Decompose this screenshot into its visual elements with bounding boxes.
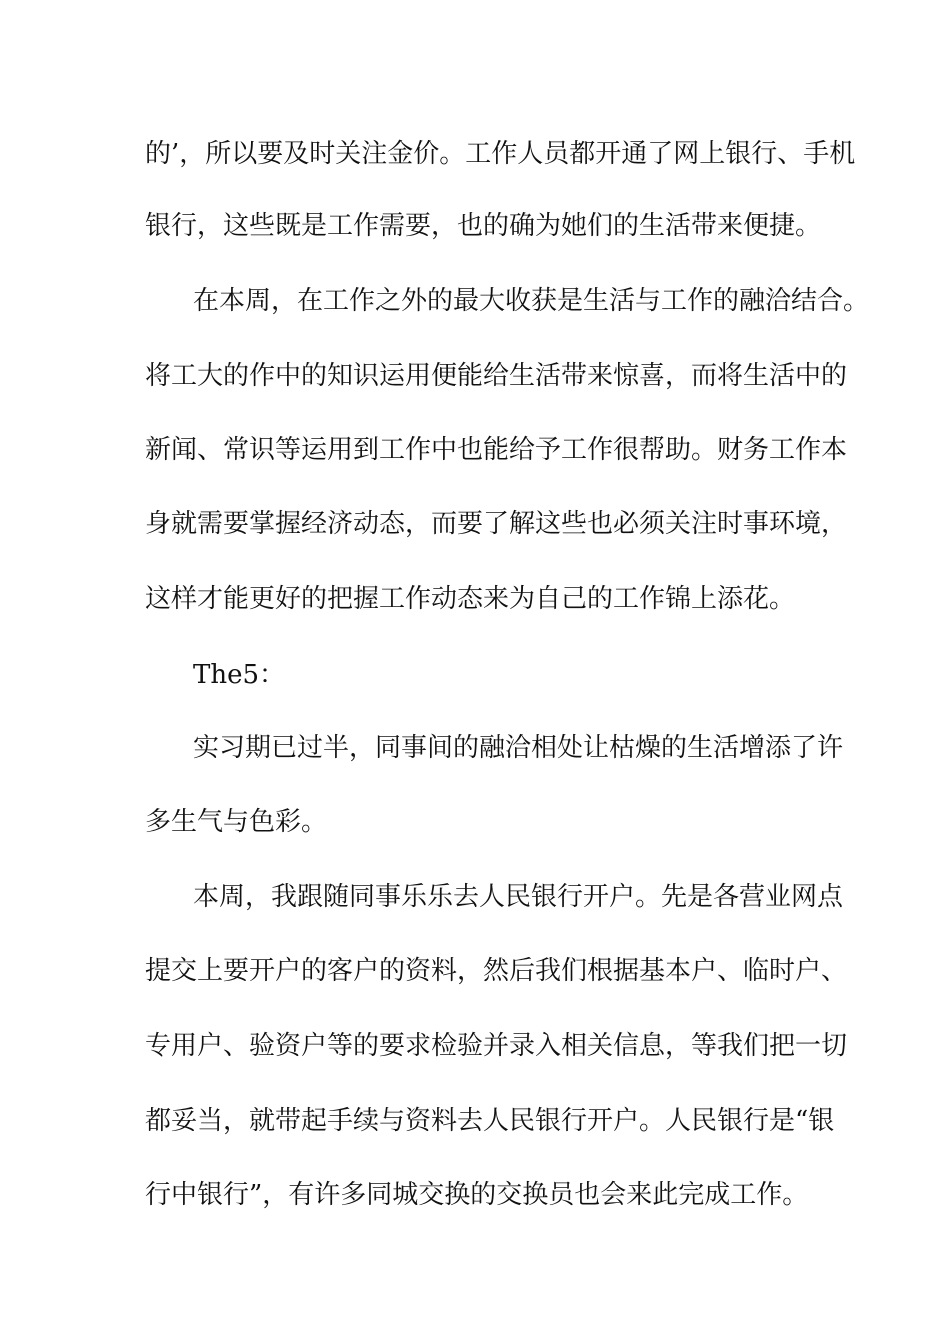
text-line: 专用户、验资户等的要求检验并录入相关信息，等我们把一切 — [145, 1031, 848, 1061]
text-line: 将工大的作中的知识运用便能给生活带来惊喜，而将生活中的 — [145, 361, 848, 391]
section-heading: The5： — [193, 660, 286, 690]
paragraph-start-line: 在本周，在工作之外的最大收获是生活与工作的融洽结合。 — [193, 286, 870, 316]
text-line: 多生气与色彩。 — [145, 807, 328, 837]
text-line: 行中银行”，有许多同城交换的交换员也会来此完成工作。 — [145, 1180, 809, 1210]
text-line: 身就需要掌握经济动态，而要了解这些也必须关注时事环境， — [145, 509, 848, 539]
text-line: 这样才能更好的把握工作动态来为自己的工作锦上添花。 — [145, 584, 796, 614]
text-line: 提交上要开户的客户的资料，然后我们根据基本户、临时户、 — [145, 956, 848, 986]
paragraph-start-line: 实习期已过半，同事间的融洽相处让枯燥的生活增添了许 — [193, 733, 844, 763]
text-line: 新闻、常识等运用到工作中也能给予工作很帮助。财务工作本 — [145, 435, 848, 465]
text-line: 都妥当，就带起手续与资料去人民银行开户。人民银行是“银 — [145, 1106, 835, 1136]
paragraph-start-line: 本周，我跟随同事乐乐去人民银行开户。先是各营业网点 — [193, 882, 844, 912]
text-line: 的’，所以要及时关注金价。工作人员都开通了网上银行、手机 — [145, 139, 856, 169]
text-line: 银行，这些既是工作需要，也的确为她们的生活带来便捷。 — [145, 211, 822, 241]
